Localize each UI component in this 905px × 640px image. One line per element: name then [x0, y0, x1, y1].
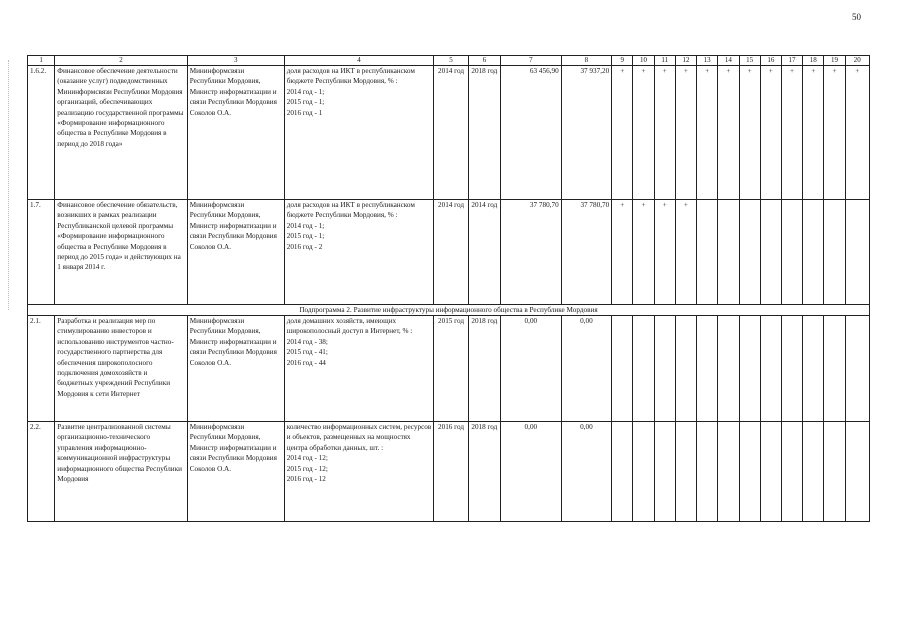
mark-cell: + — [739, 66, 760, 200]
responsible-cell: Мининформсвязи Республики Мордовия, Министр информатизации и связи Республики Мордовия Соколов О.А. — [187, 422, 284, 522]
mark-cell: + — [781, 66, 802, 200]
amount-cell: 37 780,70 — [561, 200, 612, 305]
responsible-cell: Мининформсвязи Республики Мордовия, Министр информатизации и связи Республики Мордовия Соколов О.А. — [187, 316, 284, 422]
header-cell: 3 — [187, 56, 284, 66]
mark-cell — [803, 422, 824, 522]
header-cell: 16 — [760, 56, 781, 66]
header-cell: 19 — [824, 56, 845, 66]
mark-cell — [760, 316, 781, 422]
indicator-cell: доля расходов на ИКТ в республиканском бюджете Республики Мордовия, % : 2014 год - 1; 2015 год - 1; 2016 год - 1 — [284, 66, 434, 200]
mark-cell: + — [845, 66, 869, 200]
header-cell: 8 — [561, 56, 612, 66]
header-cell: 18 — [803, 56, 824, 66]
responsible-cell: Мининформсвязи Республики Мордовия, Министр информатизации и связи Республики Мордовия Соколов О.А. — [187, 200, 284, 305]
mark-cell: + — [675, 200, 696, 305]
mark-cell — [675, 422, 696, 522]
mark-cell — [781, 422, 802, 522]
end-year-cell: 2014 год — [468, 200, 500, 305]
end-year-cell: 2018 год — [468, 316, 500, 422]
mark-cell: + — [654, 66, 675, 200]
table-row — [28, 316, 870, 422]
mark-cell: + — [718, 66, 739, 200]
mark-cell — [718, 200, 739, 305]
mark-cell — [803, 316, 824, 422]
indicator-cell: доля домашних хозяйств, имеющих широкополосный доступ в Интернет, % : 2014 год - 38; 2015 год - 41; 2016 год - 44 — [284, 316, 434, 422]
amount-cell: 63 456,90 — [501, 66, 562, 200]
header-cell: 7 — [501, 56, 562, 66]
mark-cell — [781, 316, 802, 422]
header-cell: 2 — [55, 56, 187, 66]
mark-cell — [612, 316, 633, 422]
program-table — [27, 55, 870, 522]
mark-cell: + — [633, 200, 654, 305]
activity-cell: Финансовое обеспечение деятельности (оказание услуг) подведомственных Мининформсвязи Республики Мордовия организаций, обеспечивающих реализацию государственной программы «Формирование информационного общества в Республике Мордовия в период до 2018 года» — [55, 66, 187, 200]
mark-cell — [739, 316, 760, 422]
amount-cell: 0,00 — [561, 316, 612, 422]
mark-cell: + — [612, 66, 633, 200]
start-year-cell: 2014 год — [434, 66, 468, 200]
mark-cell — [612, 422, 633, 522]
mark-cell: + — [824, 66, 845, 200]
header-cell: 14 — [718, 56, 739, 66]
subprogram-row — [28, 305, 870, 316]
mark-cell: + — [675, 66, 696, 200]
header-cell: 15 — [739, 56, 760, 66]
amount-cell: 37 937,20 — [561, 66, 612, 200]
table-row — [28, 422, 870, 522]
mark-cell: + — [803, 66, 824, 200]
mark-cell — [697, 316, 718, 422]
mark-cell — [633, 422, 654, 522]
responsible-cell: Мининформсвязи Республики Мордовия, Министр информатизации и связи Республики Мордовия Соколов О.А. — [187, 66, 284, 200]
header-cell: 11 — [654, 56, 675, 66]
indicator-cell: количество информационных систем, ресурсов и объектов, размещенных на мощностях центра обработки данных, шт. : 2014 год - 12; 2015 год - 12; 2016 год - 12 — [284, 422, 434, 522]
mark-cell — [633, 316, 654, 422]
start-year-cell: 2015 год — [434, 316, 468, 422]
row-number: 2.1. — [28, 316, 55, 422]
activity-cell: Разработка и реализация мер по стимулированию инвесторов и использованию инструментов частно-государственного партнерства для обеспечения широкополосного подключения домохозяйств и бюджетных учреждений Республики Мордовия к сети Интернет — [55, 316, 187, 422]
header-cell: 5 — [434, 56, 468, 66]
mark-cell — [803, 200, 824, 305]
mark-cell — [675, 316, 696, 422]
amount-cell: 0,00 — [561, 422, 612, 522]
mark-cell — [845, 316, 869, 422]
mark-cell — [718, 316, 739, 422]
start-year-cell: 2014 год — [434, 200, 468, 305]
amount-cell: 0,00 — [501, 422, 562, 522]
header-cell: 10 — [633, 56, 654, 66]
mark-cell: + — [612, 200, 633, 305]
mark-cell — [654, 316, 675, 422]
mark-cell: + — [654, 200, 675, 305]
end-year-cell: 2018 год — [468, 66, 500, 200]
amount-cell: 0,00 — [501, 316, 562, 422]
page-number: 50 — [852, 12, 861, 22]
header-cell: 6 — [468, 56, 500, 66]
mark-cell — [739, 200, 760, 305]
mark-cell — [760, 422, 781, 522]
mark-cell — [824, 422, 845, 522]
header-cell: 20 — [845, 56, 869, 66]
mark-cell: + — [633, 66, 654, 200]
end-year-cell: 2018 год — [468, 422, 500, 522]
mark-cell — [824, 316, 845, 422]
mark-cell — [760, 200, 781, 305]
subprogram-title: Подпрограмма 2. Развитие инфраструктуры информационного общества в Республике Мордовия — [28, 305, 870, 316]
header-cell: 9 — [612, 56, 633, 66]
header-cell: 13 — [697, 56, 718, 66]
activity-cell: Развитие централизованной системы организационно-технического управления информационно-коммуникационной инфраструктуры информационного общества Республики Мордовия — [55, 422, 187, 522]
header-cell: 17 — [781, 56, 802, 66]
mark-cell — [697, 200, 718, 305]
mark-cell — [697, 422, 718, 522]
row-number: 1.6.2. — [28, 66, 55, 200]
row-number: 1.7. — [28, 200, 55, 305]
mark-cell — [739, 422, 760, 522]
header-cell: 12 — [675, 56, 696, 66]
header-cell: 1 — [28, 56, 55, 66]
indicator-cell: доля расходов на ИКТ в республиканском бюджете Республики Мордовия, % : 2014 год - 1; 2015 год - 1; 2016 год - 2 — [284, 200, 434, 305]
mark-cell — [718, 422, 739, 522]
table-row — [28, 200, 870, 305]
mark-cell: + — [697, 66, 718, 200]
mark-cell — [654, 422, 675, 522]
column-number-row — [28, 56, 870, 66]
mark-cell — [824, 200, 845, 305]
header-cell: 4 — [284, 56, 434, 66]
mark-cell — [845, 200, 869, 305]
binding-margin-line — [8, 60, 9, 310]
activity-cell: Финансовое обеспечение обязательств, возникших в рамках реализации Республиканской целевой программы «Формирование информационного общества в Республике Мордовия в период до 2015 года» и действующих на 1 января 2014 г. — [55, 200, 187, 305]
start-year-cell: 2016 год — [434, 422, 468, 522]
mark-cell — [781, 200, 802, 305]
table-row — [28, 66, 870, 200]
row-number: 2.2. — [28, 422, 55, 522]
mark-cell: + — [760, 66, 781, 200]
amount-cell: 37 780,70 — [501, 200, 562, 305]
mark-cell — [845, 422, 869, 522]
